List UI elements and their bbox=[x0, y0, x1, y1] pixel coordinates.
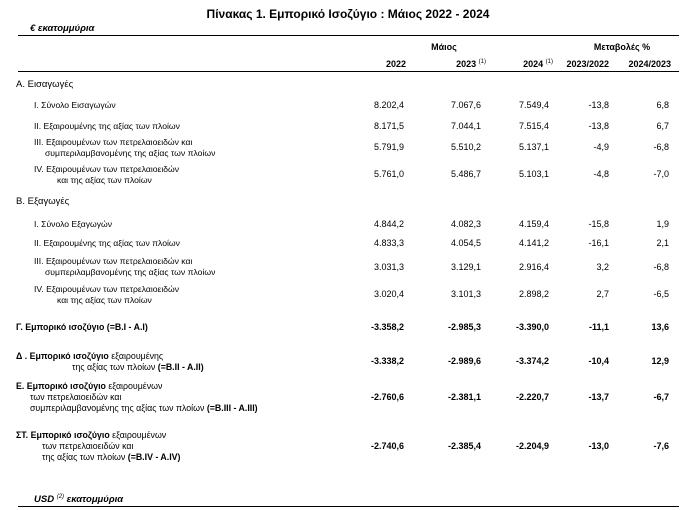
cell-2024: 7.515,4 bbox=[518, 121, 549, 131]
section-exports: Β. Εξαγωγές bbox=[16, 196, 70, 207]
cell-2024: 7.549,4 bbox=[518, 100, 549, 110]
cell-change-1: 3,2 bbox=[596, 262, 609, 272]
cell-2023: -2.989,6 bbox=[447, 356, 481, 366]
row-label: III. Εξαιρουμένων των πετρελαιοειδών και bbox=[34, 256, 193, 266]
cell-2022: 5.761,0 bbox=[373, 169, 404, 179]
cell-2024: 5.137,1 bbox=[518, 142, 549, 152]
cell-change-2: 2,1 bbox=[656, 238, 669, 248]
cell-2024: 2.898,2 bbox=[518, 289, 549, 299]
header-bottom-rule bbox=[18, 71, 679, 72]
cell-2023: 4.054,5 bbox=[450, 238, 481, 248]
cell-2022: 3.020,4 bbox=[373, 289, 404, 299]
cell-2023: -2.385,4 bbox=[447, 441, 481, 451]
balance-st-label: ΣΤ. Εμπορικό ισοζύγιο εξαιρουμένων bbox=[16, 430, 167, 440]
cell-2022: 4.844,2 bbox=[373, 219, 404, 229]
balance-e-label-cont: συμπεριλαμβανομένης της αξίας των πλοίων (=Β.ΙΙΙ - Α.ΙΙΙ) bbox=[30, 403, 258, 413]
cell-2022: -2.740,6 bbox=[370, 441, 404, 451]
cell-change-1: -4,9 bbox=[593, 142, 609, 152]
row-label-cont: συμπεριλαμβανομένης της αξίας των πλοίων bbox=[45, 148, 216, 158]
cell-2022: 4.833,3 bbox=[373, 238, 404, 248]
header-top-rule bbox=[18, 35, 679, 36]
cell-2024: 5.103,1 bbox=[518, 169, 549, 179]
cell-change-1: -13,8 bbox=[588, 100, 609, 110]
cell-2022: -2.760,6 bbox=[370, 392, 404, 402]
header-col-change-2: 2024/2023 bbox=[628, 59, 671, 69]
cell-2024: 2.916,4 bbox=[518, 262, 549, 272]
cell-2023: 3.129,1 bbox=[450, 262, 481, 272]
balance-e-label-cont: των πετρελαιοειδών και bbox=[30, 392, 122, 402]
cell-change-2: 6,7 bbox=[656, 121, 669, 131]
balance-g-label: Γ. Εμπορικό ισοζύγιο (=Β.Ι - Α.Ι) bbox=[16, 322, 148, 332]
cell-change-1: -13,8 bbox=[588, 121, 609, 131]
cell-2023: 5.486,7 bbox=[450, 169, 481, 179]
cell-change-2: -7,0 bbox=[653, 169, 669, 179]
cell-change-1: -15,8 bbox=[588, 219, 609, 229]
header-col-2022: 2022 bbox=[385, 59, 406, 69]
cell-2023: 5.510,2 bbox=[450, 142, 481, 152]
cell-change-1: -4,8 bbox=[593, 169, 609, 179]
cell-change-2: 12,9 bbox=[651, 356, 669, 366]
balance-d-label: Δ . Εμπορικό ισοζύγιο εξαιρουμένης bbox=[16, 351, 164, 361]
cell-2023: 3.101,3 bbox=[450, 289, 481, 299]
cell-change-1: -11,1 bbox=[588, 322, 609, 332]
header-col-2024: 2024 $^{(1)}$ bbox=[523, 59, 553, 69]
cell-change-1: 2,7 bbox=[596, 289, 609, 299]
cell-change-1: -10,4 bbox=[588, 356, 609, 366]
cell-2023: -2.381,1 bbox=[447, 392, 481, 402]
cell-2024: -3.390,0 bbox=[515, 322, 549, 332]
cell-2024: -2.204,9 bbox=[515, 441, 549, 451]
header-col-2023: 2023 $^{(1)}$ bbox=[456, 59, 486, 69]
cell-2022: 8.202,4 bbox=[373, 100, 404, 110]
cell-change-2: -6,7 bbox=[653, 392, 669, 402]
cell-2024: -3.374,2 bbox=[515, 356, 549, 366]
cell-2023: 7.044,1 bbox=[450, 121, 481, 131]
header-group-may: Μάιος bbox=[431, 42, 457, 52]
row-label: IV. Εξαιρουμένων των πετρελαιοειδών bbox=[34, 164, 180, 174]
cell-2024: 4.159,4 bbox=[518, 219, 549, 229]
cell-2023: 4.082,3 bbox=[450, 219, 481, 229]
cell-2022: 5.791,9 bbox=[373, 142, 404, 152]
cell-2022: -3.358,2 bbox=[370, 322, 404, 332]
row-label: IV. Εξαιρουμένων των πετρελαιοειδών bbox=[34, 284, 180, 294]
row-label-cont: και της αξίας των πλοίων bbox=[57, 175, 152, 185]
cell-2024: -2.220,7 bbox=[515, 392, 549, 402]
cell-2024: 4.141,2 bbox=[518, 238, 549, 248]
cell-change-2: -6,5 bbox=[653, 289, 669, 299]
row-label: II. Εξαιρουμένης της αξίας των πλοίων bbox=[34, 121, 180, 131]
row-label-cont: συμπεριλαμβανομένης της αξίας των πλοίων bbox=[45, 267, 216, 277]
cell-change-2: -7,6 bbox=[653, 441, 669, 451]
cell-2023: -2.985,3 bbox=[447, 322, 481, 332]
table-title: Πίνακας 1. Εμπορικό Ισοζύγιο : Μάιος 2022 - 2024 bbox=[206, 7, 490, 21]
row-label: I. Σύνολο Εισαγωγών bbox=[34, 100, 116, 110]
cell-2022: 3.031,3 bbox=[373, 262, 404, 272]
balance-st-label-cont: της αξίας των πλοίων (=Β.ΙV - A.IV) bbox=[42, 452, 181, 462]
row-label-cont: και της αξίας των πλοίων bbox=[57, 295, 152, 305]
unit-label-eur: € εκατομμύρια bbox=[30, 23, 95, 34]
header-group-changes: Μεταβολές % bbox=[593, 42, 651, 52]
cell-change-2: 6,8 bbox=[656, 100, 669, 110]
cell-change-2: 13,6 bbox=[651, 322, 669, 332]
cell-2023: 7.067,6 bbox=[450, 100, 481, 110]
cell-change-1: -13,7 bbox=[588, 392, 609, 402]
section-imports: Α. Εισαγωγές bbox=[16, 79, 74, 90]
cell-change-2: -6,8 bbox=[653, 142, 669, 152]
balance-st-label-cont: των πετρελαιοειδών και bbox=[42, 441, 134, 451]
cell-change-2: -6,8 bbox=[653, 262, 669, 272]
cell-change-1: -13,0 bbox=[588, 441, 609, 451]
header-col-change-1: 2023/2022 bbox=[566, 59, 609, 69]
row-label: III. Εξαιρουμένων των πετρελαιοειδών και bbox=[34, 137, 193, 147]
balance-e-label: Ε. Εμπορικό ισοζύγιο εξαιρουμένων bbox=[16, 381, 163, 391]
row-label: II. Εξαιρουμένης της αξίας των πλοίων bbox=[34, 238, 180, 248]
cell-change-1: -16,1 bbox=[588, 238, 609, 248]
cell-change-2: 1,9 bbox=[656, 219, 669, 229]
unit-label-usd: USD $^{(2)}$ εκατομμύρια bbox=[34, 494, 124, 506]
footer-rule bbox=[18, 506, 679, 507]
cell-2022: 8.171,5 bbox=[373, 121, 404, 131]
balance-d-label-cont: της αξίας των πλοίων (=Β.ΙΙ - Α.ΙΙ) bbox=[72, 362, 204, 372]
row-label: I. Σύνολο Εξαγωγών bbox=[34, 219, 113, 229]
cell-2022: -3.338,2 bbox=[370, 356, 404, 366]
